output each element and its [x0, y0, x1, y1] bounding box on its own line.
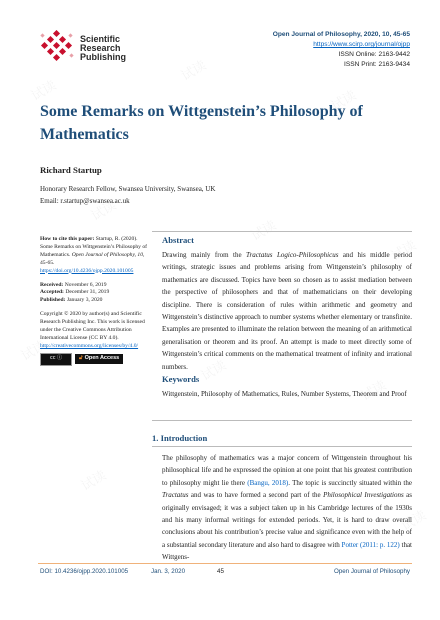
intro-text-part: that Wittgens-: [162, 540, 412, 562]
issn-print: ISSN Print: 2163-9434: [344, 61, 410, 68]
published-date: January 3, 2020: [65, 297, 103, 304]
license-badges: [40, 353, 150, 366]
abstract-top-rule: [152, 231, 412, 232]
author-affiliation: [40, 183, 215, 207]
intro-text-part: as originally envisaged; it was a subject taken up in his Cambridge lectures of the 1930s and his many informal writings for extended periods. Yet, it is hard to draw overall conclusions about his contribution’s precise value and significance even with the help of a substantial secondary literature and also hard to disagree with: [162, 491, 412, 549]
footer-journal: Open Journal of Philosophy: [333, 568, 410, 575]
dates-block: [40, 282, 150, 306]
abstract-section: [162, 235, 412, 373]
open-access-label: Open Access: [84, 355, 120, 362]
license-link[interactable]: http://creativecommons.org/licenses/by/4.0/: [40, 342, 139, 349]
footer-page-number: 45: [217, 568, 224, 575]
citation-link[interactable]: Potter (2011: p. 122): [341, 540, 400, 549]
publisher-logo-icon: [38, 30, 76, 64]
author-email: Email: r.startup@swansea.ac.uk: [40, 197, 130, 205]
cite-pages: 45-65.: [40, 259, 55, 266]
footer-date: Jan. 3, 2020: [151, 568, 186, 575]
article-title: Some Remarks on Wittgenstein’s Philosophy of Mathematics: [40, 103, 363, 143]
keywords-bottom-rule: [152, 420, 412, 421]
cite-doi-link[interactable]: https://doi.org/10.4236/ojpp.2020.101005: [40, 267, 134, 274]
journal-url-link[interactable]: https://www.scirp.org/journal/ojpp: [313, 41, 410, 48]
copyright-block: [40, 311, 150, 366]
introduction-heading: 1. Introduction: [152, 433, 208, 443]
open-access-badge: [75, 354, 123, 364]
journal-citation: Open Journal of Philosophy, 2020, 10, 45-65: [272, 31, 410, 38]
accepted-label: Accepted:: [40, 289, 64, 296]
keywords-section: [162, 374, 412, 400]
introduction-text: [162, 452, 412, 564]
footer-rule: [38, 563, 412, 564]
publisher-line: Publishing: [80, 52, 126, 62]
publisher-line: Scientific: [80, 34, 121, 44]
cite-text: Startup, R. (2020). Some Remarks on Wittgenstein’s Philosophy of Mathematics.: [40, 236, 148, 258]
keywords-heading: Keywords: [162, 374, 200, 384]
introduction-rule: [152, 446, 412, 447]
citation-link[interactable]: (Bangu, 2018): [247, 478, 289, 487]
cite-label: How to cite this paper:: [40, 236, 95, 242]
article-sidebar: [40, 236, 150, 372]
abstract-text-part: Drawing mainly from the: [162, 251, 247, 259]
received-date: November 6, 2019: [63, 281, 107, 288]
author-name: Richard Startup: [40, 165, 102, 175]
abstract-text-part: and his middle period writings, strategic issues and problems arising from Wittgenstein’s philosophy of mathematics are discussed. Topics have been so chosen as to assist mediation between the perspective of philosophers and that of mathematicians on their developing discipline. There is consideration of rules within arithmetic and geometry and Wittgenstein’s distinctive approach to number systems whether elementary or transfinite. Examples are presented to illuminate the relation between the meaning of an arithmetical generalisation or theorem and its proof. An attempt is made to meet directly some of Wittgenstein’s critical comments on the mathematical treatment of infinity and irrational numbers.: [162, 251, 412, 371]
open-access-lock-icon: 🔓︎: [79, 355, 83, 362]
intro-text-italic: Philosophical Investigations: [323, 491, 404, 500]
journal-info: [273, 30, 410, 70]
received-label: Received:: [40, 281, 64, 288]
publisher-line: Research: [80, 43, 121, 53]
issn-online: ISSN Online: 2163-9442: [338, 51, 410, 58]
footer-doi: DOI: 10.4236/ojpp.2020.101005: [40, 568, 129, 575]
citation-block: [40, 236, 150, 276]
abstract-heading: Abstract: [162, 235, 194, 245]
cite-journal: Open Journal of Philosophy, 10,: [71, 251, 145, 258]
abstract-text-italic: Tractatus Logico-Philosophicus: [246, 251, 339, 259]
intro-text-italic: Tractatus: [162, 491, 189, 500]
intro-text-part: The philosophy of mathematics was a major concern of Wittgenstein throughout his philosophical life and he expressed the opinion at one point that his greatest contribution to philosophy might lie there: [162, 454, 412, 487]
keywords-text: Wittgenstein, Philosophy of Mathematics, Rules, Number Systems, Theorem and Proof: [162, 390, 407, 398]
cc-by-badge-icon: cc ⓘ: [40, 353, 72, 366]
abstract-text: [162, 249, 412, 373]
intro-text-part: . The topic is succinctly situated within the: [288, 478, 412, 487]
publisher-name: [80, 35, 126, 62]
intro-text-part: and was to have formed a second part of the: [188, 491, 324, 500]
introduction-section: [162, 452, 412, 564]
copyright-text: Copyright © 2020 by author(s) and Scientific Research Publishing Inc. This work is licensed under the Creative Commons Attribution International License (CC BY 4.0).: [40, 311, 145, 341]
accepted-date: December 31, 2019: [63, 289, 110, 296]
affiliation-text: Honorary Research Fellow, Swansea University, Swansea, UK: [40, 185, 216, 193]
published-label: Published:: [40, 297, 66, 304]
